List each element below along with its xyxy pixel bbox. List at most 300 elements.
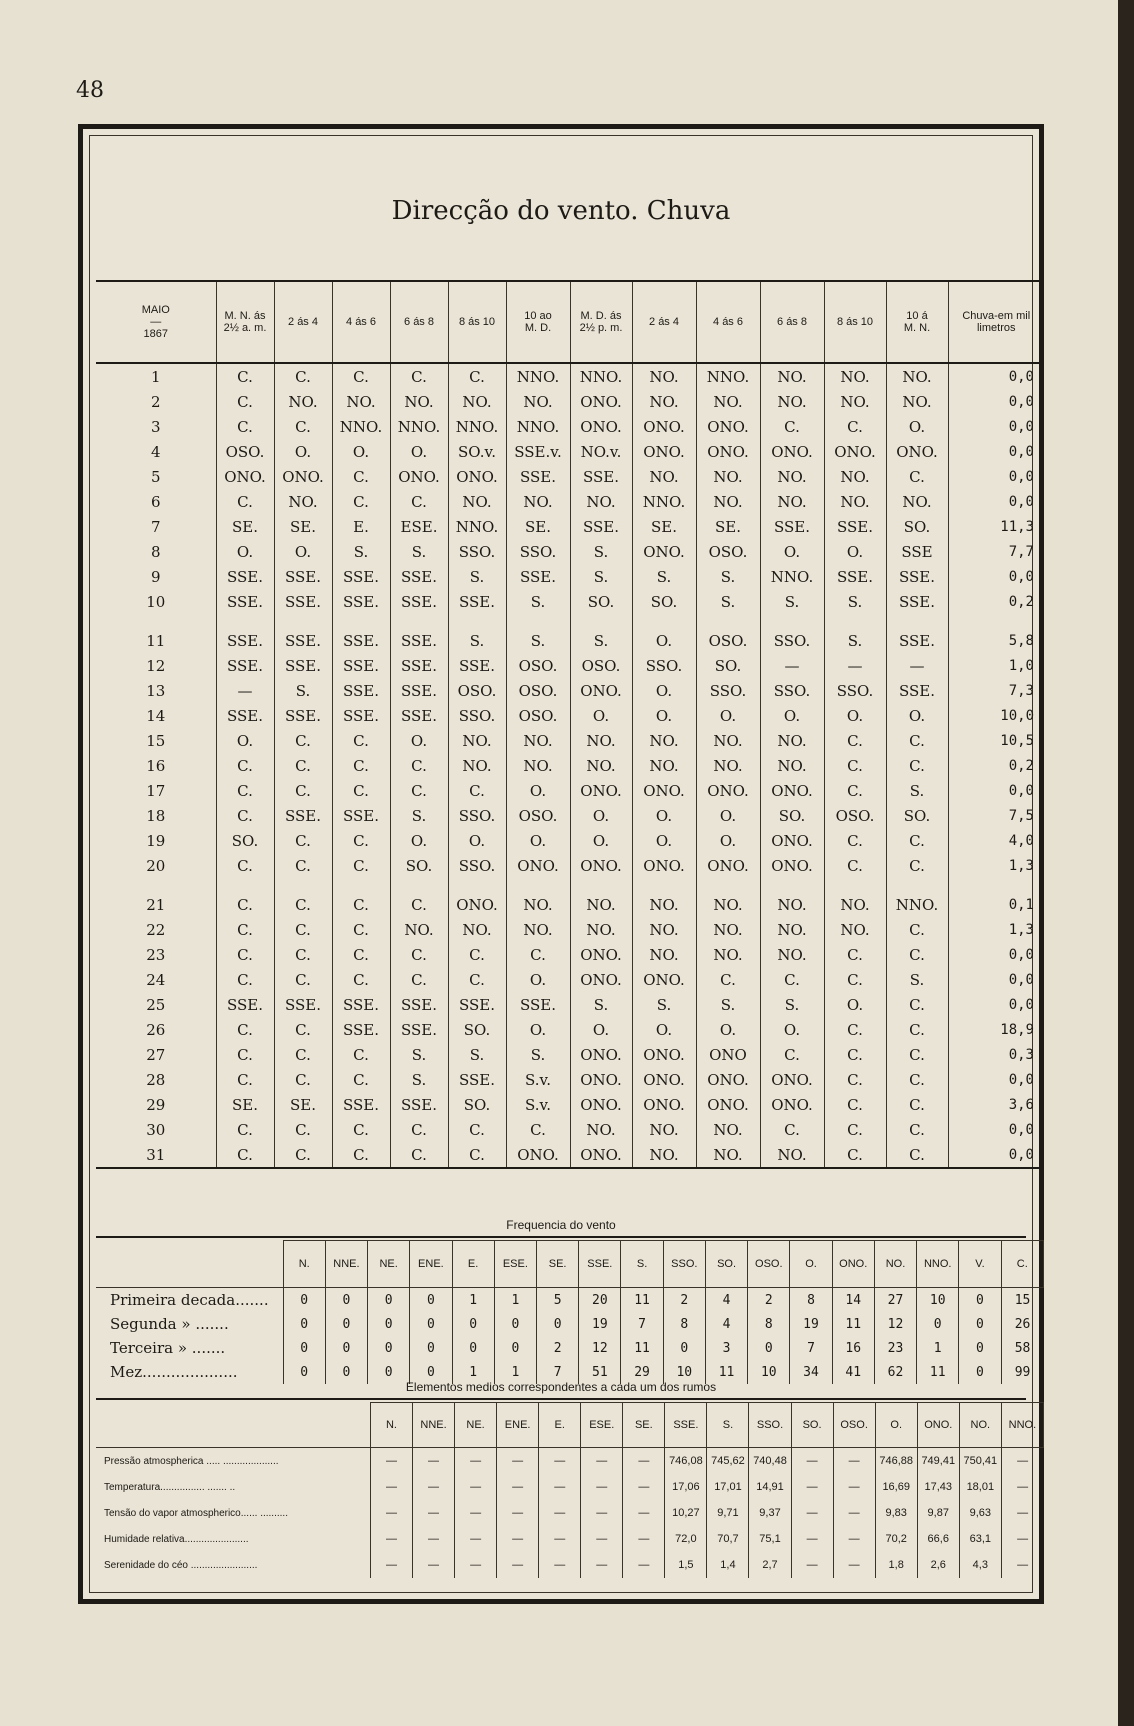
table-row xyxy=(96,1092,1044,1117)
elements-cell: 2,6 xyxy=(917,1552,959,1578)
wind-cell: SSE. xyxy=(332,653,390,678)
frequency-cell: 0 xyxy=(917,1312,959,1336)
wind-cell: NO. xyxy=(696,917,760,942)
wind-cell: O. xyxy=(506,1017,570,1042)
table-row xyxy=(96,653,1044,678)
elements-cell: — xyxy=(455,1500,497,1526)
wind-cell: NO. xyxy=(696,1117,760,1142)
wind-cell: O. xyxy=(632,828,696,853)
day-cell: 9 xyxy=(150,567,161,586)
wind-cell: O. xyxy=(886,703,948,728)
wind-cell: C. xyxy=(274,363,332,389)
rain-cell: 10,0 xyxy=(948,703,1044,728)
wind-cell: C. xyxy=(886,853,948,878)
wind-cell: SSE. xyxy=(448,1067,506,1092)
column-header-bottom: M. D. xyxy=(524,322,552,334)
wind-cell: SO. xyxy=(886,514,948,539)
wind-cell: S. xyxy=(824,589,886,614)
elements-cell: — xyxy=(497,1500,539,1526)
rain-cell: 0,0 xyxy=(948,564,1044,589)
wind-cell: O. xyxy=(824,539,886,564)
wind-cell: C. xyxy=(332,489,390,514)
wind-cell: ONO. xyxy=(570,1092,632,1117)
elements-cell: — xyxy=(412,1500,454,1526)
wind-cell: C. xyxy=(216,917,274,942)
wind-cell: S. xyxy=(632,564,696,589)
wind-cell: C. xyxy=(274,1067,332,1092)
frequency-cell: 0 xyxy=(959,1312,1001,1336)
wind-cell: SSO. xyxy=(448,703,506,728)
wind-cell: C. xyxy=(448,967,506,992)
wind-cell: NO. xyxy=(824,363,886,389)
wind-cell: SE. xyxy=(506,514,570,539)
elements-cell: — xyxy=(791,1500,833,1526)
wind-cell: O. xyxy=(760,539,824,564)
table-row xyxy=(96,414,1044,439)
wind-cell: SSE. xyxy=(216,992,274,1017)
frequency-cell: 11 xyxy=(917,1360,959,1384)
wind-cell: S. xyxy=(274,678,332,703)
wind-cell: C. xyxy=(390,1117,448,1142)
wind-cell: SE. xyxy=(632,514,696,539)
frequency-cell: 7 xyxy=(536,1360,578,1384)
elements-cell: 746,08 xyxy=(665,1448,707,1475)
wind-cell: ONO. xyxy=(760,1067,824,1092)
column-header-top: 8 ás 10 xyxy=(458,316,496,328)
elements-cell: — xyxy=(370,1500,412,1526)
frequency-cell: 0 xyxy=(283,1336,325,1360)
wind-cell: S. xyxy=(760,992,824,1017)
wind-cell: SO. xyxy=(570,589,632,614)
frequency-cell: 7 xyxy=(621,1312,663,1336)
wind-cell: E. xyxy=(332,514,390,539)
wind-cell: SO. xyxy=(760,803,824,828)
wind-cell: S. xyxy=(696,564,760,589)
table-row xyxy=(96,514,1044,539)
column-header-top: 4 ás 6 xyxy=(346,316,376,328)
wind-cell: SE. xyxy=(216,1092,274,1117)
table-row xyxy=(96,1142,1044,1168)
wind-cell: C. xyxy=(824,728,886,753)
wind-cell: O. xyxy=(274,439,332,464)
elements-cell: — xyxy=(370,1474,412,1500)
wind-cell: C. xyxy=(274,728,332,753)
rain-cell: 1,3 xyxy=(948,917,1044,942)
wind-cell: ONO xyxy=(696,1042,760,1067)
elements-header: O. xyxy=(875,1403,917,1448)
column-header-top: 6 ás 8 xyxy=(404,316,434,328)
day-cell: 23 xyxy=(146,945,166,964)
elements-cell: 14,91 xyxy=(749,1474,791,1500)
frequency-cell: 1 xyxy=(494,1288,536,1313)
wind-cell: NO. xyxy=(390,389,448,414)
elements-header: NO. xyxy=(959,1403,1001,1448)
wind-cell: NO. xyxy=(696,389,760,414)
wind-cell: OSO. xyxy=(506,703,570,728)
column-header xyxy=(96,281,216,363)
frequency-cell: 11 xyxy=(621,1288,663,1313)
frequency-header: ONO. xyxy=(832,1241,874,1288)
day-cell: 30 xyxy=(146,1120,166,1139)
wind-cell: NO. xyxy=(448,753,506,778)
frequency-cell: 10 xyxy=(663,1360,705,1384)
wind-cell: SSE. xyxy=(216,589,274,614)
frequency-cell: 15 xyxy=(1001,1288,1043,1313)
wind-cell: OSO. xyxy=(696,539,760,564)
frequency-header: ENE. xyxy=(410,1241,452,1288)
wind-cell: ONO. xyxy=(570,967,632,992)
table-row xyxy=(96,439,1044,464)
frequency-table xyxy=(96,1240,1044,1384)
wind-cell: O. xyxy=(632,678,696,703)
wind-cell: C. xyxy=(274,1042,332,1067)
wind-cell: O. xyxy=(632,614,696,653)
wind-cell: C. xyxy=(824,1067,886,1092)
wind-cell: S. xyxy=(696,589,760,614)
wind-cell: C. xyxy=(332,728,390,753)
table-row xyxy=(96,878,1044,917)
elements-cell: 740,48 xyxy=(749,1448,791,1475)
table-row xyxy=(96,703,1044,728)
wind-cell: C. xyxy=(886,1017,948,1042)
wind-cell: SSE. xyxy=(824,514,886,539)
wind-cell: SSE. xyxy=(216,703,274,728)
wind-cell: C. xyxy=(824,853,886,878)
wind-cell: C. xyxy=(332,778,390,803)
wind-cell: SSO. xyxy=(696,678,760,703)
wind-cell: S. xyxy=(448,1042,506,1067)
wind-cell: NO. xyxy=(824,489,886,514)
wind-cell: SSE. xyxy=(274,589,332,614)
rain-cell: 0,0 xyxy=(948,967,1044,992)
wind-cell: C. xyxy=(216,1067,274,1092)
elements-cell: 749,41 xyxy=(917,1448,959,1475)
wind-cell: SO. xyxy=(448,1092,506,1117)
day-cell: 31 xyxy=(96,1142,216,1168)
page-number: 48 xyxy=(76,78,104,103)
frequency-cell: 4 xyxy=(705,1312,747,1336)
wind-cell: NO. xyxy=(824,464,886,489)
wind-cell: ONO. xyxy=(506,853,570,878)
wind-cell: S. xyxy=(824,614,886,653)
wind-cell: ONO. xyxy=(886,439,948,464)
table-row xyxy=(96,564,1044,589)
elements-row xyxy=(96,1500,1044,1526)
table-row xyxy=(96,853,1044,878)
frequency-row-label: Segunda » ....... xyxy=(96,1312,283,1336)
rain-cell: 0,1 xyxy=(948,878,1044,917)
frequency-cell: 0 xyxy=(410,1288,452,1313)
wind-cell: SSE. xyxy=(506,464,570,489)
wind-cell: C. xyxy=(216,1117,274,1142)
header-dash: — xyxy=(150,316,162,328)
day-cell: 3 xyxy=(150,417,161,436)
wind-cell: SSO. xyxy=(448,803,506,828)
frequency-header: NO. xyxy=(874,1241,916,1288)
wind-cell: O. xyxy=(570,828,632,853)
day-cell: 16 xyxy=(146,756,166,775)
wind-cell: O. xyxy=(506,828,570,853)
wind-cell: SSE. xyxy=(274,803,332,828)
wind-cell: SSE. xyxy=(216,614,274,653)
wind-cell: C. xyxy=(448,1117,506,1142)
frequency-cell: 0 xyxy=(368,1312,410,1336)
wind-cell: C. xyxy=(216,1142,274,1168)
frequency-cell: 0 xyxy=(410,1360,452,1384)
frequency-cell: 1 xyxy=(452,1360,494,1384)
wind-cell: SSE. xyxy=(332,992,390,1017)
frequency-cell: 51 xyxy=(579,1360,621,1384)
wind-cell: ONO. xyxy=(696,778,760,803)
wind-cell: ONO. xyxy=(824,439,886,464)
wind-cell: C. xyxy=(216,363,274,389)
column-header-top: M. N. ás xyxy=(224,310,266,322)
wind-cell: C. xyxy=(390,489,448,514)
rain-cell: 0,0 xyxy=(948,439,1044,464)
wind-cell: — xyxy=(216,678,274,703)
frequency-cell: 7 xyxy=(790,1336,832,1360)
frequency-row xyxy=(96,1312,1044,1336)
day-cell: 6 xyxy=(150,492,161,511)
wind-cell: C. xyxy=(824,967,886,992)
elements-cell: — xyxy=(581,1552,623,1578)
wind-cell: NO. xyxy=(760,917,824,942)
rain-cell: 10,5 xyxy=(948,728,1044,753)
day-cell: 2 xyxy=(150,392,161,411)
wind-cell: C. xyxy=(824,1142,886,1168)
column-header-top: 2 ás 4 xyxy=(649,316,679,328)
frequency-header: E. xyxy=(452,1241,494,1288)
elements-cell: 17,01 xyxy=(707,1474,749,1500)
wind-cell: NNO. xyxy=(696,363,760,389)
table-row xyxy=(96,828,1044,853)
wind-cell: SSE xyxy=(886,539,948,564)
wind-cell: NNO. xyxy=(570,363,632,389)
wind-cell: SSE. xyxy=(390,614,448,653)
elements-cell: — xyxy=(370,1448,412,1475)
wind-cell: C. xyxy=(760,967,824,992)
table-row xyxy=(96,1042,1044,1067)
rain-cell: 0,0 xyxy=(948,414,1044,439)
wind-cell: NO. xyxy=(570,489,632,514)
wind-cell: C. xyxy=(332,828,390,853)
wind-cell: C. xyxy=(824,753,886,778)
wind-cell: SSE. xyxy=(274,614,332,653)
wind-cell: C. xyxy=(216,878,274,917)
wind-cell: SO. xyxy=(448,1017,506,1042)
frequency-cell: 5 xyxy=(536,1288,578,1313)
frequency-cell: 11 xyxy=(705,1360,747,1384)
column-header xyxy=(216,281,274,363)
wind-cell: SO. xyxy=(632,589,696,614)
wind-cell: S. xyxy=(506,589,570,614)
elements-cell: — xyxy=(833,1526,875,1552)
day-cell: 29 xyxy=(146,1095,166,1114)
rain-cell: 1,0 xyxy=(948,653,1044,678)
column-header-top: 2 ás 4 xyxy=(288,316,318,328)
wind-cell: C. xyxy=(332,942,390,967)
wind-cell: C. xyxy=(390,942,448,967)
wind-cell: C. xyxy=(886,728,948,753)
elements-cell: — xyxy=(833,1448,875,1475)
wind-cell: S. xyxy=(632,992,696,1017)
rain-cell: 0,3 xyxy=(948,1042,1044,1067)
wind-cell: C. xyxy=(448,363,506,389)
wind-cell: NO. xyxy=(506,917,570,942)
day-cell: 5 xyxy=(150,467,161,486)
wind-cell: C. xyxy=(274,1017,332,1042)
elements-cell: — xyxy=(791,1552,833,1578)
wind-cell: SSO. xyxy=(506,539,570,564)
wind-cell: NO. xyxy=(760,1142,824,1168)
wind-cell: O. xyxy=(886,414,948,439)
wind-cell: NO. xyxy=(632,389,696,414)
elements-cell: 63,1 xyxy=(959,1526,1001,1552)
day-cell: 1 xyxy=(150,367,161,386)
wind-cell: S. xyxy=(390,1042,448,1067)
wind-cell: ONO. xyxy=(760,1092,824,1117)
wind-cell: S. xyxy=(886,967,948,992)
wind-cell: NO. xyxy=(570,917,632,942)
wind-cell: OSO. xyxy=(216,439,274,464)
wind-cell: ONO. xyxy=(570,678,632,703)
wind-cell: SSE. xyxy=(390,678,448,703)
wind-cell: O. xyxy=(696,1017,760,1042)
wind-cell: NNO. xyxy=(390,414,448,439)
wind-cell: SSE. xyxy=(390,1092,448,1117)
wind-cell: OSO. xyxy=(506,803,570,828)
wind-cell: OSO. xyxy=(448,678,506,703)
frequency-cell: 10 xyxy=(917,1288,959,1313)
frequency-cell: 23 xyxy=(874,1336,916,1360)
wind-cell: C. xyxy=(886,992,948,1017)
wind-cell: NO. xyxy=(632,728,696,753)
frequency-header: C. xyxy=(1001,1241,1043,1288)
frequency-row xyxy=(96,1336,1044,1360)
day-cell: 7 xyxy=(150,517,161,536)
wind-cell: NO. xyxy=(570,753,632,778)
wind-cell: NO. xyxy=(506,728,570,753)
table-row xyxy=(96,539,1044,564)
header-row xyxy=(96,281,1044,363)
wind-cell: C. xyxy=(274,828,332,853)
frequency-header: SO. xyxy=(705,1241,747,1288)
day-cell: 15 xyxy=(146,731,166,750)
wind-cell: OSO. xyxy=(506,678,570,703)
frequency-cell: 20 xyxy=(579,1288,621,1313)
frequency-cell: 0 xyxy=(368,1288,410,1313)
elements-cell: — xyxy=(791,1474,833,1500)
wind-cell: SSO. xyxy=(760,614,824,653)
table-row xyxy=(96,678,1044,703)
elements-row xyxy=(96,1552,1044,1578)
elements-cell: — xyxy=(581,1474,623,1500)
frequency-cell: 1 xyxy=(494,1360,536,1384)
wind-cell: ONO. xyxy=(632,778,696,803)
wind-cell: ONO. xyxy=(570,1042,632,1067)
elements-header: SSE. xyxy=(665,1403,707,1448)
wind-cell: C. xyxy=(390,753,448,778)
frequency-cell: 0 xyxy=(368,1360,410,1384)
frequency-cell: 0 xyxy=(959,1288,1001,1313)
elements-cell: — xyxy=(455,1526,497,1552)
wind-cell: NO. xyxy=(448,489,506,514)
wind-cell: ONO. xyxy=(570,414,632,439)
day-cell: 11 xyxy=(146,631,166,650)
wind-cell: C. xyxy=(390,778,448,803)
frequency-cell: 26 xyxy=(1001,1312,1043,1336)
wind-cell: S. xyxy=(390,803,448,828)
wind-cell: ONO. xyxy=(506,1142,570,1168)
frequency-header: SE. xyxy=(536,1241,578,1288)
wind-cell: NO. xyxy=(632,753,696,778)
wind-cell: O. xyxy=(632,803,696,828)
wind-cell: O. xyxy=(760,1017,824,1042)
wind-cell: S. xyxy=(570,614,632,653)
frequency-row-label: Mez.................... xyxy=(96,1360,283,1384)
wind-cell: NO. xyxy=(760,878,824,917)
wind-cell: C. xyxy=(332,753,390,778)
wind-cell: S. xyxy=(448,564,506,589)
frequency-cell: 16 xyxy=(832,1336,874,1360)
day-cell: 24 xyxy=(146,970,166,989)
rain-cell: 7,3 xyxy=(948,678,1044,703)
wind-cell: O. xyxy=(696,828,760,853)
wind-cell: C. xyxy=(216,753,274,778)
frequency-row-label: Terceira » ....... xyxy=(96,1336,283,1360)
frequency-header: N. xyxy=(283,1241,325,1288)
wind-cell: — xyxy=(886,653,948,678)
wind-cell: S.v. xyxy=(506,1067,570,1092)
wind-cell: SSE. xyxy=(886,614,948,653)
day-cell: 13 xyxy=(146,681,166,700)
elements-header: N. xyxy=(370,1403,412,1448)
elements-header: OSO. xyxy=(833,1403,875,1448)
wind-cell: C. xyxy=(824,1042,886,1067)
wind-cell: NO. xyxy=(824,917,886,942)
section-rule xyxy=(96,1398,1026,1400)
elements-cell: — xyxy=(1001,1448,1043,1475)
elements-cell: 75,1 xyxy=(749,1526,791,1552)
wind-cell: SSE. xyxy=(332,589,390,614)
wind-cell: C. xyxy=(274,853,332,878)
wind-cell: C. xyxy=(448,778,506,803)
wind-cell: S. xyxy=(390,1067,448,1092)
elements-cell: — xyxy=(539,1526,581,1552)
elements-cell: 10,27 xyxy=(665,1500,707,1526)
elements-cell: — xyxy=(833,1500,875,1526)
wind-cell: SSE. xyxy=(332,703,390,728)
wind-cell: C. xyxy=(886,753,948,778)
frequency-cell: 0 xyxy=(410,1312,452,1336)
frequency-header: S. xyxy=(621,1241,663,1288)
elements-cell: 750,41 xyxy=(959,1448,1001,1475)
wind-cell: C. xyxy=(824,942,886,967)
frequency-cell: 0 xyxy=(452,1336,494,1360)
frequency-caption: Frequencia do vento xyxy=(506,1218,616,1232)
elements-cell: — xyxy=(833,1552,875,1578)
day-cell: 28 xyxy=(146,1070,166,1089)
frequency-cell: 11 xyxy=(832,1312,874,1336)
wind-cell: NNO. xyxy=(886,878,948,917)
wind-cell: OSO. xyxy=(824,803,886,828)
rain-cell: 0,0 xyxy=(948,389,1044,414)
elements-cell: — xyxy=(370,1526,412,1552)
wind-cell: — xyxy=(824,653,886,678)
wind-cell: C. xyxy=(886,1117,948,1142)
wind-cell: O. xyxy=(760,703,824,728)
wind-cell: ONO. xyxy=(696,853,760,878)
